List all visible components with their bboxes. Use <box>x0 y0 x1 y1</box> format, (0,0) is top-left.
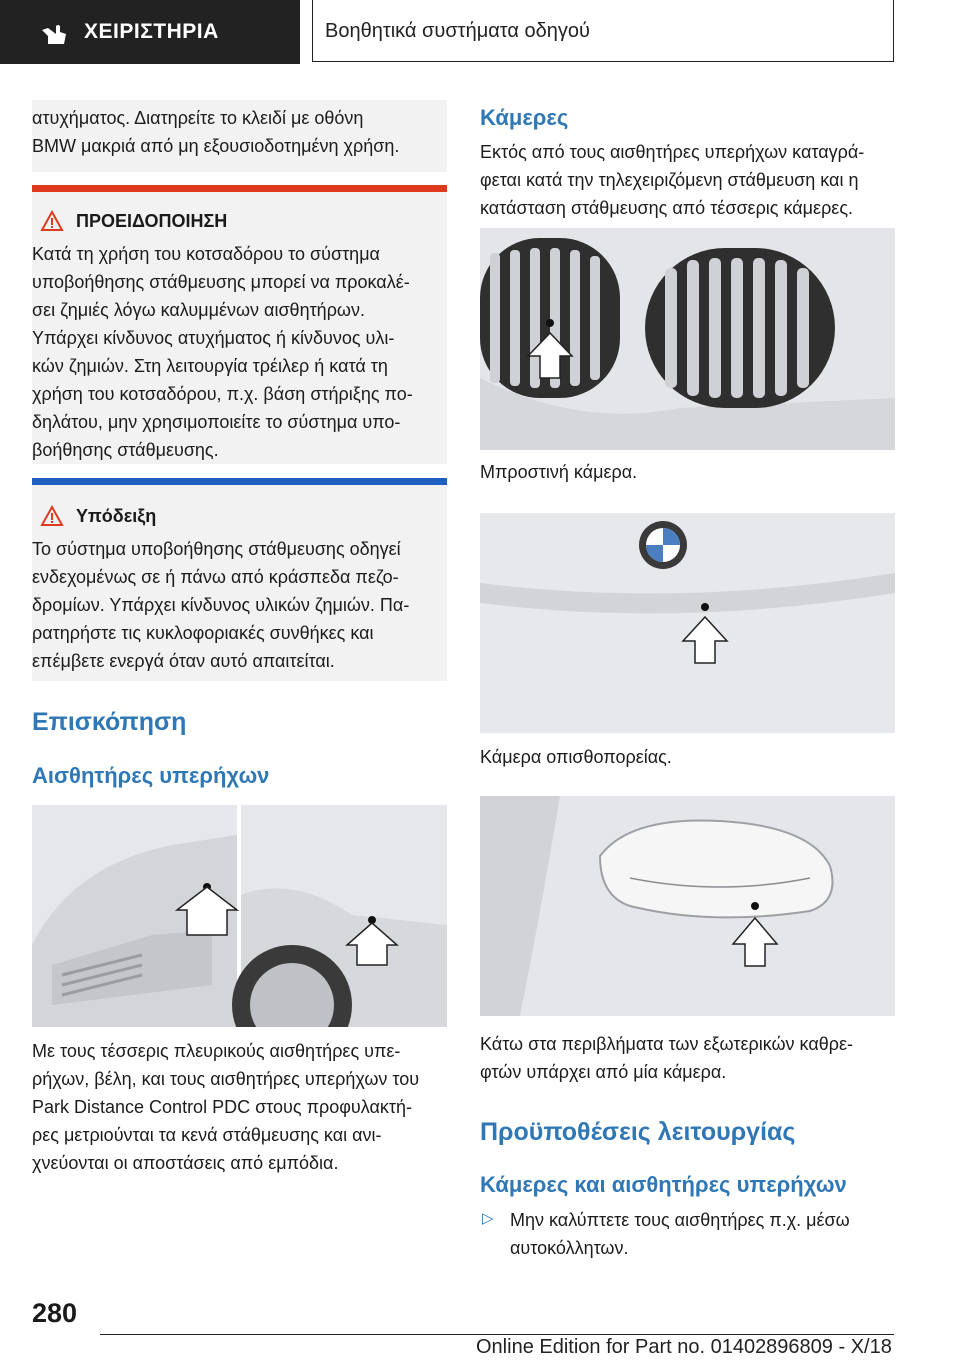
notice-text <box>32 535 446 675</box>
body-line: ρες μετριούνται τα κενά στάθμευσης και ανι- <box>32 1125 382 1145</box>
heading-cameras-and-sensors: Κάμερες και αισθητήρες υπερήχων <box>480 1172 847 1197</box>
cameras-line: φεται κατά την τηλεχειριζόμενη στάθμευση και η <box>480 170 859 190</box>
warning-text <box>32 240 446 464</box>
notice-triangle-icon <box>40 505 64 527</box>
notice-bar <box>32 478 447 485</box>
heading-ultrasonic: Αισθητήρες υπερήχων <box>32 763 270 788</box>
bullet-line: αυτοκόλλητων. <box>510 1238 629 1258</box>
bullet-line: Μην καλύπτετε τους αισθητήρες π.χ. μέσω <box>510 1210 850 1230</box>
section-title: Βοηθητικά συστήματα οδηγού <box>325 20 590 42</box>
cameras-text <box>480 138 900 222</box>
warning-line: υποβοήθησης στάθμευσης μπορεί να προκαλέ- <box>32 272 410 292</box>
body-line: ρήχων, βέλη, και τους αισθητήρες υπερήχων του <box>32 1069 420 1089</box>
chapter-tab-label: ΧΕΙΡΙΣΤΗΡΙΑ <box>84 20 219 43</box>
grille-illustration <box>480 228 895 450</box>
notice-line: ρατηρήστε τις κυκλοφοριακές συνθήκες και <box>32 623 374 643</box>
caption-front-camera: Μπροστινή κάμερα. <box>480 462 638 482</box>
mirror-illustration <box>480 796 895 1016</box>
ultrasonic-text <box>32 1037 446 1177</box>
intro-line-2: BMW μακριά από μη εξουσιοδοτημένη χρήση. <box>32 136 400 156</box>
warning-line: σει ζημιές λόγω καλυμμένων αισθητήρων. <box>32 300 365 320</box>
pointing-hand-icon <box>40 22 68 46</box>
notice-line: δρομίων. Υπάρχει κίνδυνος υλικών ζημιών. Πα- <box>32 595 410 615</box>
body-line: Με τους τέσσερις πλευρικούς αισθητήρες υπε- <box>32 1041 401 1061</box>
warning-line: Κατά τη χρήση του κοτσαδόρου το σύστημα <box>32 244 380 264</box>
body-line: χνεύονται οι αποστάσεις από εμπόδια. <box>32 1153 339 1173</box>
heading-cameras: Κάμερες <box>480 105 569 130</box>
warning-line: βοήθησης στάθμευσης. <box>32 440 219 460</box>
intro-text <box>32 104 446 160</box>
footer-edition: Online Edition for Part no. 01402896809 - X/18 <box>476 1336 892 1358</box>
intro-line-1: ατυχήματος. Διατηρείτε το κλειδί με οθόνη <box>32 108 364 128</box>
mirror-caption-line: Κάτω στα περιβλήματα των εξωτερικών καθρε- <box>480 1034 854 1054</box>
rear-camera-image <box>480 513 895 733</box>
section-title-box <box>312 0 894 62</box>
footer-rule <box>100 1334 894 1335</box>
warning-line: χρήση του κοτσαδόρου, π.χ. βάση στήριξης πο- <box>32 384 413 404</box>
page-number: 280 <box>32 1298 78 1328</box>
car-side-illustration <box>32 805 447 1027</box>
warning-bar <box>32 185 447 192</box>
warning-line: Υπάρχει κίνδυνος ατυχήματος ή κίνδυνος υλι- <box>32 328 395 348</box>
cameras-line: Εκτός από τους αισθητήρες υπερήχων καταγρά- <box>480 142 865 162</box>
caption-rear-camera: Κάμερα οπισθοπορείας. <box>480 747 672 767</box>
body-line: Park Distance Control PDC στους προφυλακτή- <box>32 1097 413 1117</box>
warning-title: ΠΡΟΕΙΔΟΠΟΙΗΣΗ <box>76 211 228 231</box>
warning-line: κών ζημιών. Στη λειτουργία τρέιλερ ή κατά τη <box>32 356 388 376</box>
notice-title: Υπόδειξη <box>76 506 157 526</box>
notice-line: επέμβετε ενεργά όταν αυτό απαιτείται. <box>32 651 335 671</box>
notice-line: ενδεχομένως σε ή πάνω από κράσπεδα πεζο- <box>32 567 399 587</box>
notice-line: Το σύστημα υποβοήθησης στάθμευσης οδηγεί <box>32 539 401 559</box>
warning-triangle-icon <box>40 210 64 232</box>
heading-overview: Επισκόπηση <box>32 708 187 736</box>
chapter-tab[interactable] <box>0 0 300 64</box>
warning-line: δηλάτου, μην χρησιμοποιείτε το σύστημα υπο- <box>32 412 401 432</box>
trunk-illustration <box>480 513 895 733</box>
heading-prerequisites: Προϋποθέσεις λειτουργίας <box>480 1118 796 1146</box>
mirror-camera-image <box>480 796 895 1016</box>
front-camera-image <box>480 228 895 450</box>
bullet-arrow-icon: ▷ <box>482 1210 494 1227</box>
cameras-line: κατάσταση στάθμευσης από τέσσερις κάμερες. <box>480 198 854 218</box>
mirror-caption-line: φτών υπάρχει από μία κάμερα. <box>480 1062 727 1082</box>
mirror-caption <box>480 1030 900 1086</box>
bullet-text <box>510 1206 900 1262</box>
ultrasonic-sensors-image <box>32 805 447 1027</box>
